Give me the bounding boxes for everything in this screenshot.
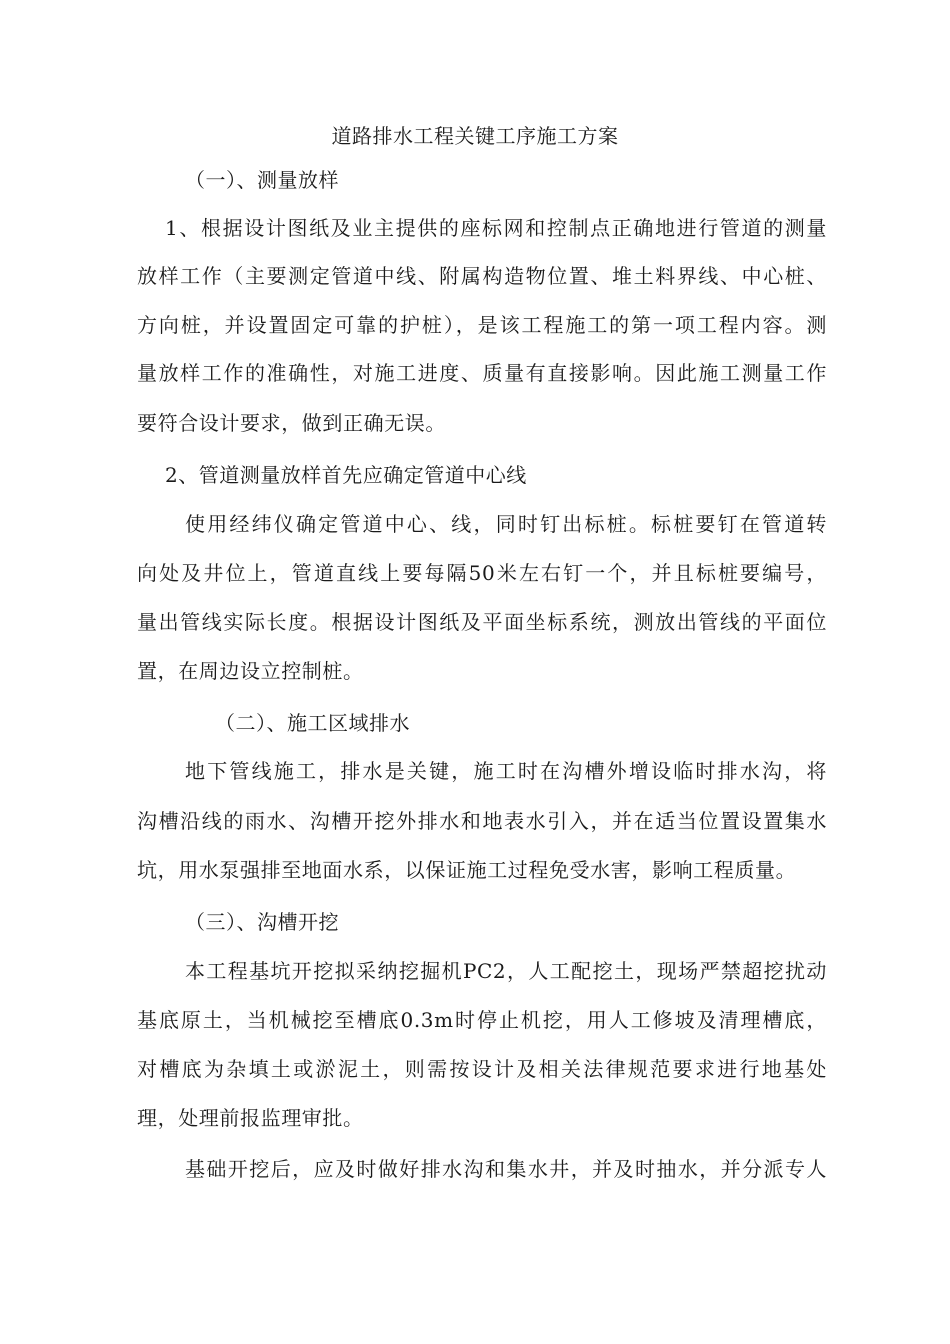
subheading-centerline: 2、管道测量放样首先应确定管道中心线 bbox=[165, 463, 527, 487]
paragraph-line: 坑，用水泵强排至地面水系，以保证施工过程免受水害，影响工程质量。 bbox=[137, 858, 797, 882]
paragraph-line: 地下管线施工，排水是关键，施工时在沟槽外增设临时排水沟，将 bbox=[185, 759, 827, 783]
paragraph-line: 理，处理前报监理审批。 bbox=[137, 1106, 364, 1130]
paragraph-line: 要符合设计要求，做到正确无误。 bbox=[137, 411, 446, 435]
paragraph-line: 向处及井位上，管道直线上要每隔50米左右钉一个，并且标桩要编号， bbox=[137, 561, 827, 585]
paragraph-line: 1、根据设计图纸及业主提供的座标网和控制点正确地进行管道的测量 bbox=[165, 216, 827, 240]
document-title: 道路排水工程关键工序施工方案 bbox=[331, 124, 619, 148]
paragraph-line: 本工程基坑开挖拟采纳挖掘机PC2，人工配挖土，现场严禁超挖扰动 bbox=[185, 959, 827, 983]
paragraph-line: 方向桩，并设置固定可靠的护桩），是该工程施工的第一项工程内容。测 bbox=[137, 313, 827, 337]
section-heading-measurement: （一）、测量放样 bbox=[185, 168, 339, 192]
paragraph-line: 使用经纬仪确定管道中心、线，同时钉出标桩。标桩要钉在管道转 bbox=[185, 512, 827, 536]
paragraph-line: 量出管线实际长度。根据设计图纸及平面坐标系统，测放出管线的平面位 bbox=[137, 610, 827, 634]
paragraph-line: 基础开挖后，应及时做好排水沟和集水井，并及时抽水，并分派专人 bbox=[185, 1157, 827, 1181]
paragraph-line: 沟槽沿线的雨水、沟槽开挖外排水和地表水引入，并在适当位置设置集水 bbox=[137, 809, 827, 833]
paragraph-line: 量放样工作的准确性，对施工进度、质量有直接影响。因此施工测量工作 bbox=[137, 361, 827, 385]
paragraph-line: 基底原土，当机械挖至槽底0.3m时停止机挖，用人工修坡及清理槽底， bbox=[137, 1008, 827, 1032]
section-heading-drainage: （二）、施工区域排水 bbox=[215, 711, 410, 735]
paragraph-line: 放样工作（主要测定管道中线、附属构造物位置、堆土料界线、中心桩、 bbox=[137, 264, 827, 288]
paragraph-line: 对槽底为杂填土或淤泥土，则需按设计及相关法律规范要求进行地基处 bbox=[137, 1057, 827, 1081]
section-heading-trench: （三）、沟槽开挖 bbox=[185, 910, 339, 934]
paragraph-line: 置，在周边设立控制桩。 bbox=[137, 659, 364, 683]
